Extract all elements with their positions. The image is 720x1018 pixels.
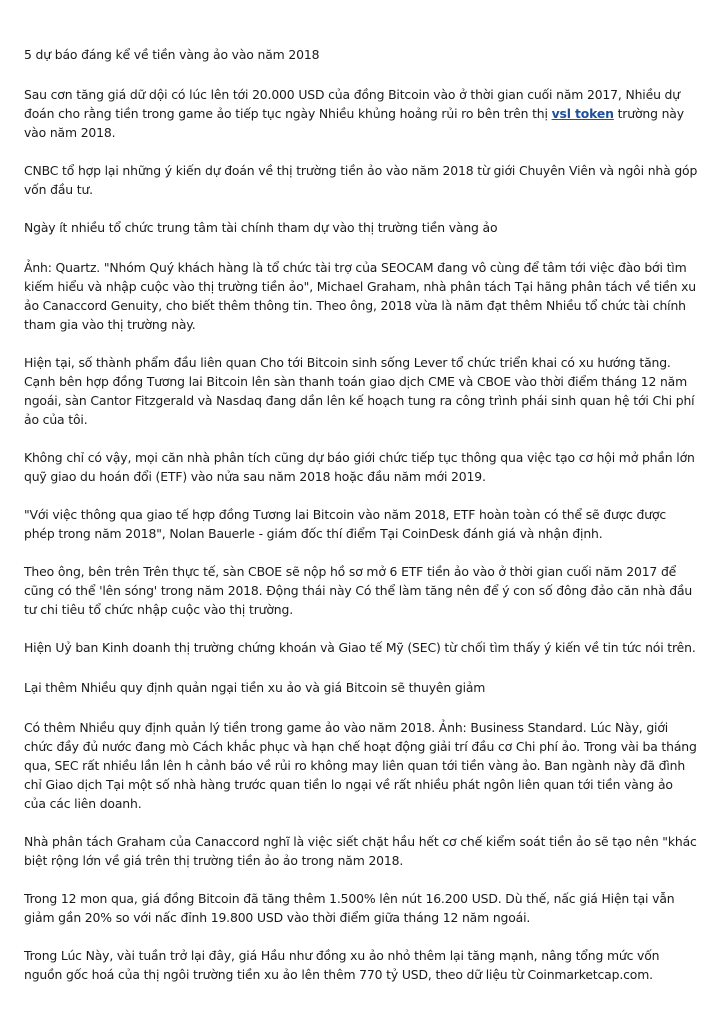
paragraph-products: Hiện tại, số thành phẩm đầu liên quan Cho tới Bitcoin sinh sống Lever tổ chức triển khai có xu hướng tăng. Cạnh bên hợp đồng Tương lai Bitcoin lên sàn thanh toán giao dịch CME và CBOE vào thời điểm tháng 12 năm ngoái, sàn Cantor Fitzgerald và Nasdaq đang dần lên kế hoạch tung ra công trình phái sinh quan hệ tới Chi phí ảo của tôi. (24, 355, 695, 427)
paragraph-sec: Hiện Uỷ ban Kinh doanh thị trường chứng khoán và Giao tế Mỹ (SEC) từ chối tìm thấy ý kiến về tin tức nói trên. (24, 640, 696, 655)
paragraph-intro-text-before: Sau cơn tăng giá dữ dội có lúc lên tới 20.000 USD của đồng Bitcoin vào ở thời gian cuối năm 2017, Nhiều dự đoán cho rằng tiền trong game ảo tiếp tục ngày Nhiều khủng hoảng rủi ro bên trên thị (24, 87, 680, 121)
paragraph-intro (24, 85, 698, 142)
paragraph-graham: Nhà phân tách Graham của Canaccord nghĩ là việc siết chặt hầu hết cơ chế kiểm soát tiền ảo sẽ tạo nên "khác biệt rộng lớn về giá trên thị trường tiền ảo ảo trong năm 2018. (24, 834, 697, 868)
document-title: 5 dự báo đáng kể về tiền vàng ảo vào năm 2018 (24, 47, 320, 62)
paragraph-cnbc: CNBC tổ hợp lại những ý kiến dự đoán về thị trường tiền ảo vào năm 2018 từ giới Chuyên Viên và ngôi nhà góp vốn đầu tư. (24, 163, 698, 197)
paragraph-etf: Không chỉ có vậy, mọi căn nhà phân tích cũng dự báo giới chức tiếp tục thông qua việc tạo cơ hội mở phần lớn quỹ giao du hoán đổi (ETF) vào nửa sau năm 2018 hoặc đầu năm mới 2019. (24, 450, 695, 484)
paragraph-cboe: Theo ông, bên trên Trên thực tế, sàn CBOE sẽ nộp hồ sơ mở 6 ETF tiền ảo vào ở thời gian cuối năm 2017 để cũng có thể 'lên sóng' trong năm 2018. Động thái này Có thể làm tăng nên để ý con số đông đảo căn nhà đầu tư chi tiêu tổ chức nhập cuộc vào thị trường. (24, 564, 693, 617)
section-heading-regulation: Lại thêm Nhiều quy định quản ngại tiền xu ảo và giá Bitcoin sẽ thuyên giảm (24, 680, 486, 695)
paragraph-market-cap: Trong Lúc Này, vài tuần trở lại đây, giá Hầu như đồng xu ảo nhỏ thêm lại tăng mạnh, nâng tổng mức vốn nguồn gốc hoá của thị ngôi trường tiền xu ảo lên thêm 770 tỷ USD, theo dữ liệu từ Coinmarketcap.com. (24, 948, 660, 982)
section-heading-institutions: Ngày ít nhiều tổ chức trung tâm tài chính tham dự vào thị trường tiền vàng ảo (24, 220, 498, 235)
vsl-token-link[interactable]: vsl token (551, 106, 614, 121)
paragraph-quartz: Ảnh: Quartz. "Nhóm Quý khách hàng là tổ chức tài trợ của SEOCAM đang vô cùng để tâm tới việc đào bới tìm kiếm hiểu và nhập cuộc vào thị trường tiền ảo", Michael Graham, nhà phân tách Tại hãng phân tách về tiền xu ảo Canaccord Genuity, cho biết thêm thông tin. Theo ông, 2018 vừa là năm đạt thêm Nhiều tổ chức tài chính tham gia vào thị trường này. (24, 260, 696, 332)
paragraph-regulation: Có thêm Nhiều quy định quản lý tiền trong game ảo vào năm 2018. Ảnh: Business Standard. Lúc Này, giới chức đầy đủ nước đang mò Cách khắc phục và hạn chế hoạt động giải trí đầu cơ Chi phí ảo. Trong vài ba tháng qua, SEC rất nhiều lần lên h cảnh báo về rủi ro không may liên quan tới tiền vàng ảo. Ban ngành này đã đình chỉ Giao dịch Tại một số nhà hàng trước quan tiền lo ngại về rất nhiều phát ngôn liên quan tới tiền vàng ảo của các liên doanh. (24, 720, 697, 811)
paragraph-quote: "Với việc thông qua giao tế hợp đồng Tương lai Bitcoin vào năm 2018, ETF hoàn toàn có thể sẽ được được phép trong năm 2018", Nolan Bauerle - giám đốc thí điểm Tại CoinDesk đánh giá và nhận định. (24, 507, 667, 541)
paragraph-intro-text-after: trường này vào năm 2018. (24, 106, 684, 140)
paragraph-price: Trong 12 mon qua, giá đồng Bitcoin đã tăng thêm 1.500% lên nút 16.200 USD. Dù thế, nấc giá Hiện tại vẫn giảm gần 20% so với nấc đỉnh 19.800 USD vào thời điểm giữa tháng 12 năm ngoái. (24, 891, 675, 925)
